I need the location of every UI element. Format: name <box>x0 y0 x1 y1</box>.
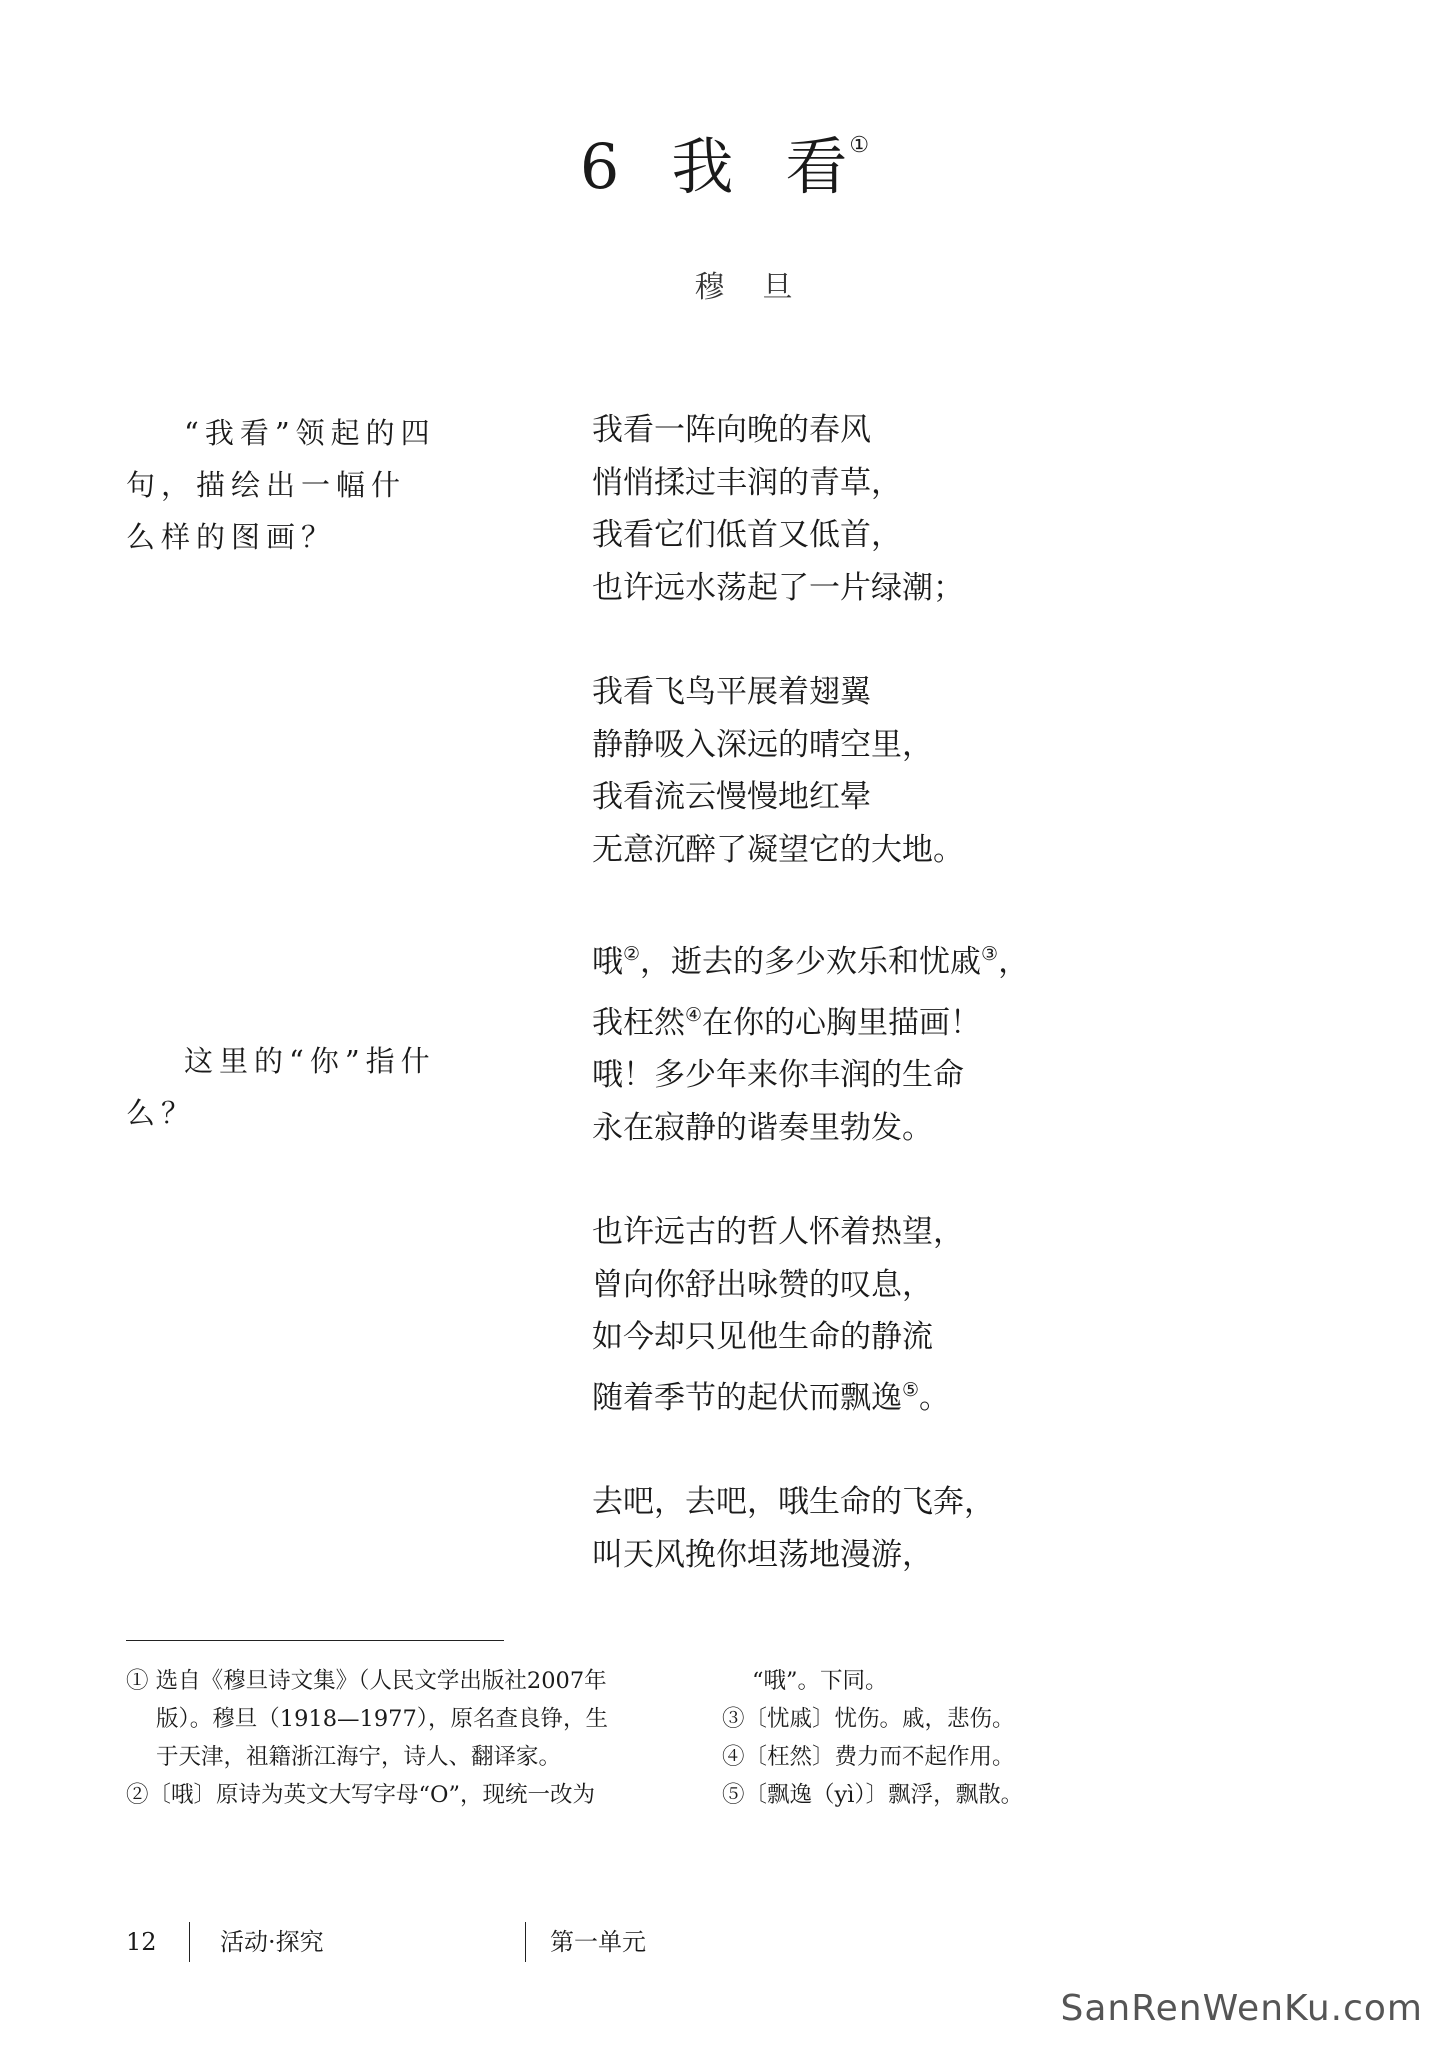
lesson-number: 6 <box>579 130 620 203</box>
poem-line: 曾向你舒出咏赞的叹息， <box>592 1266 933 1303</box>
author-name: 穆旦 <box>694 270 831 305</box>
footnote-mark[interactable]: ③ <box>981 943 999 965</box>
unit-label: 第一单元 <box>550 1928 646 1956</box>
stanza-2 <box>592 666 1352 876</box>
poem-line: 悄悄揉过丰润的青草， <box>592 464 902 501</box>
poem-line: 我看一阵向晚的春风 <box>592 412 871 448</box>
footnote-line: ④〔枉然〕费力而不起作用。 <box>722 1744 1015 1770</box>
poem-line: 哦！多少年来你丰润的生命 <box>592 1057 964 1093</box>
side-note-1-first: “我看”领起的 <box>184 416 401 450</box>
poem-line: 永在寂静的谐奏里勃发。 <box>592 1109 933 1146</box>
footnote-line: ③〔忧戚〕忧伤。戚，悲伤。 <box>722 1706 1015 1732</box>
footnote-line: ① 选自《穆旦诗文集》（人民文学出版社2007年 <box>126 1668 607 1694</box>
line-text: 哦 <box>592 944 623 980</box>
side-note-1 <box>126 407 436 563</box>
footnote-line: 于天津，祖籍浙江海宁，诗人、翻译家。 <box>156 1744 562 1770</box>
poem-line: 如今却只见他生命的静流 <box>592 1319 933 1355</box>
stanza-3 <box>592 928 1352 1154</box>
footnote-mark[interactable]: ④ <box>685 1003 703 1026</box>
footnote-mark[interactable]: ⑤ <box>902 1378 920 1401</box>
footer-separator <box>189 1922 190 1962</box>
poem-line: 也许远水荡起了一片绿潮； <box>592 569 964 606</box>
page-number: 12 <box>126 1928 157 1956</box>
footnote-divider <box>126 1640 504 1641</box>
line-text: 我枉然 <box>592 1004 685 1041</box>
section-label: 活动·探究 <box>220 1928 324 1956</box>
poem-line <box>592 989 1352 1050</box>
poem-line: 静静吸入深远的晴空里， <box>592 726 933 763</box>
poem-line: 我看流云慢慢地红晕 <box>592 779 871 815</box>
poem-body <box>592 404 1352 1633</box>
line-text: ， <box>998 944 1030 980</box>
line-text: ，逝去的多少欢乐和忧戚 <box>640 944 982 980</box>
stanza-1 <box>592 404 1352 614</box>
watermark: SanRenWenKu.com <box>1060 1988 1423 2029</box>
footnote-line: “哦”。下同。 <box>752 1668 888 1694</box>
poem-line: 无意沉醉了凝望它的大地。 <box>592 831 964 868</box>
poem-line: 去吧，去吧，哦生命的飞奔， <box>592 1484 995 1520</box>
side-note-2 <box>126 1035 436 1139</box>
footnote-line: 版）。穆旦（1918—1977），原名查良铮，生 <box>156 1706 609 1732</box>
poem-line: 叫天风挽你坦荡地漫游， <box>592 1536 933 1573</box>
poem-line <box>592 928 1352 989</box>
line-text: 随着季节的起伏而飘逸 <box>592 1379 902 1416</box>
footer-separator <box>525 1922 526 1962</box>
side-note-2-first: 这里的“你”指 <box>184 1044 401 1078</box>
poem-line: 我看飞鸟平展着翅翼 <box>592 674 871 710</box>
footnote-mark[interactable]: ② <box>623 943 641 965</box>
stanza-5 <box>592 1476 1352 1581</box>
line-text: 。 <box>919 1379 951 1416</box>
footnote-line: ②〔哦〕原诗为英文大写字母“O”，现统一改为 <box>126 1782 595 1808</box>
poem-line <box>592 1364 1352 1425</box>
footnotes-left <box>126 1662 666 1814</box>
title-char-2: 看 <box>785 130 848 203</box>
footnote-line: ⑤〔飘逸（yì）〕飘浮，飘散。 <box>722 1782 1024 1808</box>
side-note-2-rest: 什么？ <box>126 1044 436 1130</box>
lesson-title <box>0 130 1449 203</box>
line-text: 在你的心胸里描画！ <box>702 1004 982 1041</box>
side-note-1-rest: 四句，描绘出一幅什么样的图画？ <box>126 416 436 554</box>
title-char-1: 我 <box>671 130 734 203</box>
poem-line: 也许远古的哲人怀着热望， <box>592 1214 964 1250</box>
footnotes-right <box>722 1662 1282 1814</box>
poem-line: 我看它们低首又低首， <box>592 517 902 553</box>
stanza-4 <box>592 1206 1352 1424</box>
title-footnote-mark[interactable]: ① <box>849 133 870 158</box>
